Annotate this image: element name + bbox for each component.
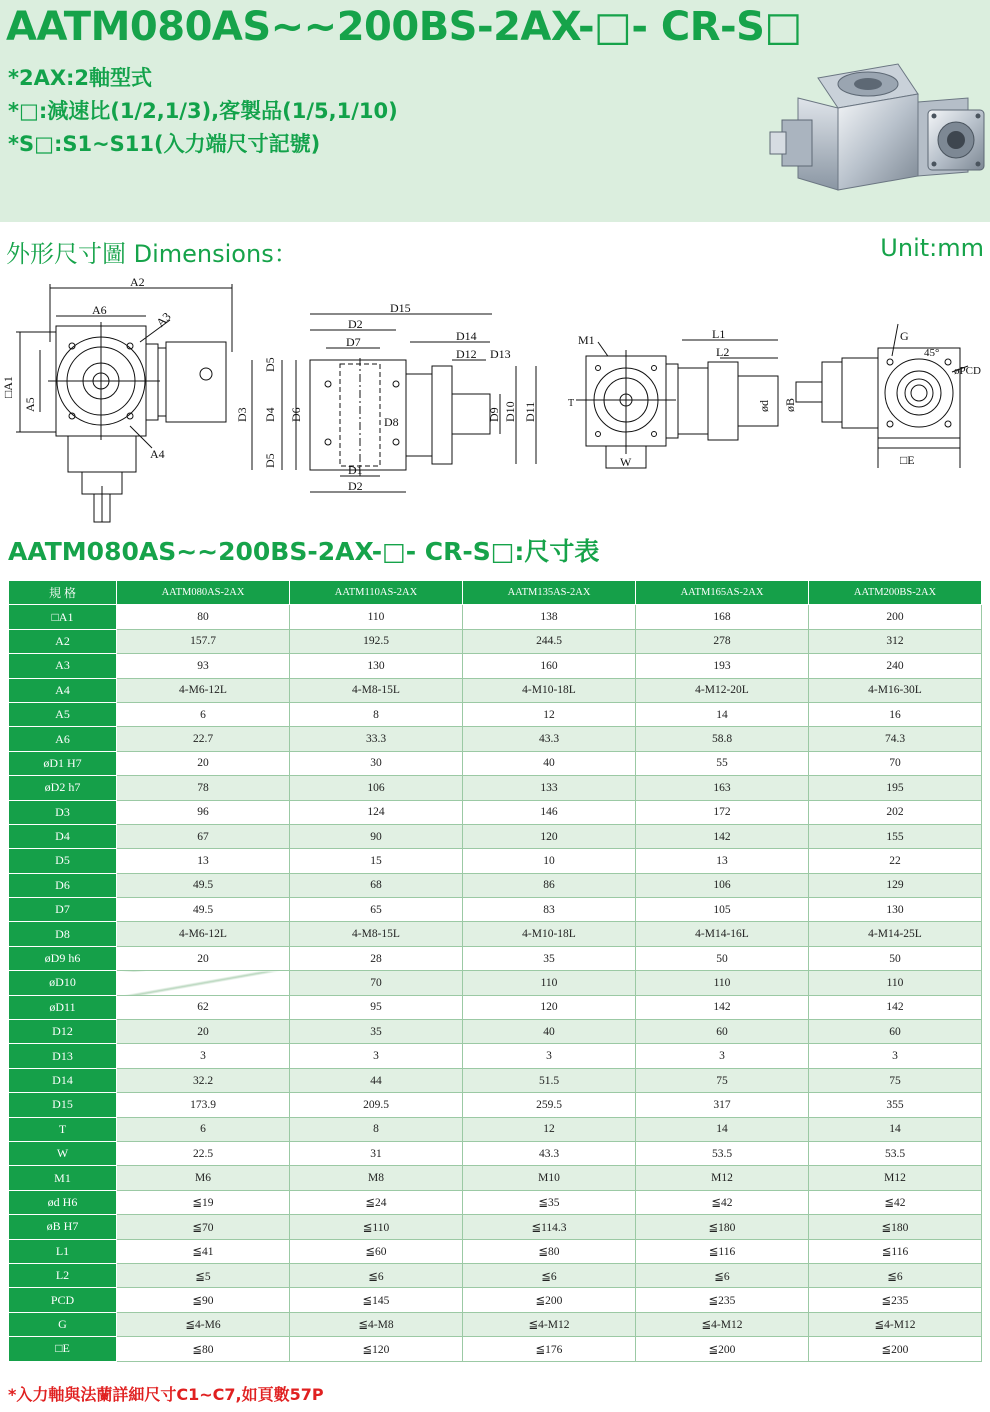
table-cell: 4-M12-20L xyxy=(636,678,809,702)
dim-label-a4: A4 xyxy=(150,447,165,461)
row-label: D15 xyxy=(9,1093,117,1117)
table-cell: 30 xyxy=(290,751,463,775)
table-cell: 129 xyxy=(809,873,982,897)
dim-label-d3: D3 xyxy=(235,407,249,422)
table-cell: 160 xyxy=(463,654,636,678)
dim-label-d13: D13 xyxy=(490,347,511,361)
dimension-drawings xyxy=(0,272,990,524)
row-label: W xyxy=(9,1141,117,1165)
table-cell: 192.5 xyxy=(290,629,463,653)
table-cell: 110 xyxy=(463,971,636,995)
table-cell: ≦4-M8 xyxy=(290,1312,463,1336)
gearbox-product-image xyxy=(768,58,990,208)
table-cell: M8 xyxy=(290,1166,463,1190)
table-cell: 93 xyxy=(117,654,290,678)
row-label: G xyxy=(9,1312,117,1336)
table-row xyxy=(9,605,982,629)
table-row xyxy=(9,1288,982,1312)
note-reduction-ratio: *□:減速比(1/2,1/3),客製品(1/5,1/10) xyxy=(8,99,398,123)
table-cell: 22.5 xyxy=(117,1141,290,1165)
table-cell: 14 xyxy=(636,1117,809,1141)
row-label: øD11 xyxy=(9,995,117,1019)
table-cell: 33.3 xyxy=(290,727,463,751)
table-row xyxy=(9,1020,982,1044)
table-cell: 53.5 xyxy=(809,1141,982,1165)
table-cell: 240 xyxy=(809,654,982,678)
dimensions-heading-bar xyxy=(0,232,990,268)
table-body xyxy=(9,605,982,1361)
row-label: D13 xyxy=(9,1044,117,1068)
table-cell: 40 xyxy=(463,751,636,775)
table-cell: ≦200 xyxy=(463,1288,636,1312)
table-cell: 168 xyxy=(636,605,809,629)
table-cell: 16 xyxy=(809,702,982,726)
table-cell: 32.2 xyxy=(117,1068,290,1092)
table-row xyxy=(9,800,982,824)
table-cell: 68 xyxy=(290,873,463,897)
dim-label-g: G xyxy=(900,329,909,343)
dim-label-d4: D4 xyxy=(263,407,277,422)
table-cell: 50 xyxy=(636,946,809,970)
table-cell: ≦80 xyxy=(463,1239,636,1263)
table-row xyxy=(9,1166,982,1190)
table-cell: 10 xyxy=(463,849,636,873)
table-cell: 20 xyxy=(117,946,290,970)
dim-label-d7: D7 xyxy=(346,335,361,349)
table-cell: 75 xyxy=(809,1068,982,1092)
dim-label-d8: D8 xyxy=(384,415,399,429)
dim-label-t: T xyxy=(568,398,575,409)
table-cell: ≦6 xyxy=(636,1263,809,1287)
table-cell: 4-M14-25L xyxy=(809,922,982,946)
table-cell: 75 xyxy=(636,1068,809,1092)
row-label: D4 xyxy=(9,824,117,848)
table-cell: 60 xyxy=(809,1020,982,1044)
table-row xyxy=(9,1337,982,1361)
table-cell: 70 xyxy=(809,751,982,775)
dim-label-a2: A2 xyxy=(130,275,145,289)
table-cell: 78 xyxy=(117,776,290,800)
table-cell: 4-M6-12L xyxy=(117,922,290,946)
table-row xyxy=(9,898,982,922)
table-cell xyxy=(117,971,290,995)
table-cell: ≦4-M6 xyxy=(117,1312,290,1336)
dim-label-d1: D1 xyxy=(348,463,363,477)
model-notes xyxy=(8,62,398,161)
table-cell: 3 xyxy=(117,1044,290,1068)
table-row xyxy=(9,702,982,726)
table-row xyxy=(9,1141,982,1165)
row-label: D5 xyxy=(9,849,117,873)
table-cell: 163 xyxy=(636,776,809,800)
table-row xyxy=(9,873,982,897)
table-cell: 22.7 xyxy=(117,727,290,751)
table-cell: 173.9 xyxy=(117,1093,290,1117)
table-cell: 90 xyxy=(290,824,463,848)
table-cell: 317 xyxy=(636,1093,809,1117)
table-cell: 209.5 xyxy=(290,1093,463,1117)
table-row xyxy=(9,1215,982,1239)
table-cell: M12 xyxy=(636,1166,809,1190)
note-axis-type: *2AX:2軸型式 xyxy=(8,66,153,90)
table-cell: 355 xyxy=(809,1093,982,1117)
table-cell: ≦19 xyxy=(117,1190,290,1214)
table-cell: 120 xyxy=(463,995,636,1019)
table-row xyxy=(9,1263,982,1287)
table-cell: 106 xyxy=(636,873,809,897)
dim-label-a1: □A1 xyxy=(1,376,15,398)
table-row xyxy=(9,1312,982,1336)
table-row xyxy=(9,629,982,653)
row-label: A3 xyxy=(9,654,117,678)
table-cell: 200 xyxy=(809,605,982,629)
table-cell: ≦5 xyxy=(117,1263,290,1287)
table-row xyxy=(9,1190,982,1214)
table-cell: 43.3 xyxy=(463,1141,636,1165)
table-cell: ≦6 xyxy=(809,1263,982,1287)
table-cell: M6 xyxy=(117,1166,290,1190)
table-cell: ≦116 xyxy=(636,1239,809,1263)
header-banner xyxy=(0,0,990,222)
dim-label-d6: D6 xyxy=(289,407,303,422)
table-cell: ≦60 xyxy=(290,1239,463,1263)
table-cell: 74.3 xyxy=(809,727,982,751)
row-label: M1 xyxy=(9,1166,117,1190)
table-cell: 202 xyxy=(809,800,982,824)
table-cell: 55 xyxy=(636,751,809,775)
table-cell: 193 xyxy=(636,654,809,678)
dimension-table xyxy=(8,580,982,1362)
table-cell: 4-M6-12L xyxy=(117,678,290,702)
table-cell: 86 xyxy=(463,873,636,897)
table-cell: ≦235 xyxy=(809,1288,982,1312)
table-row xyxy=(9,751,982,775)
row-label: PCD xyxy=(9,1288,117,1312)
flange-view-drawing xyxy=(796,324,981,468)
table-cell: 110 xyxy=(809,971,982,995)
table-cell: 4-M16-30L xyxy=(809,678,982,702)
table-cell: 35 xyxy=(290,1020,463,1044)
dim-label-d12: D12 xyxy=(456,347,477,361)
row-label: D14 xyxy=(9,1068,117,1092)
table-cell: 49.5 xyxy=(117,898,290,922)
table-cell: ≦90 xyxy=(117,1288,290,1312)
dim-label-m1: M1 xyxy=(578,333,595,347)
table-row xyxy=(9,995,982,1019)
table-cell: 67 xyxy=(117,824,290,848)
model-header: AATM165AS-2AX xyxy=(636,581,809,605)
table-cell: ≦180 xyxy=(636,1215,809,1239)
dim-label-a6: A6 xyxy=(92,303,107,317)
footnote: *入力軸與法蘭詳細尺寸C1~C7,如頁數57P xyxy=(8,1385,324,1404)
table-cell: 4-M8-15L xyxy=(290,678,463,702)
table-cell: 49.5 xyxy=(117,873,290,897)
table-cell: ≦42 xyxy=(809,1190,982,1214)
table-cell: 138 xyxy=(463,605,636,629)
note-input-size: *S□:S1~S11(入力端尺寸記號) xyxy=(8,132,321,156)
table-cell: 83 xyxy=(463,898,636,922)
table-cell: 12 xyxy=(463,1117,636,1141)
input-view-drawing xyxy=(568,327,797,469)
dim-label-l2: L2 xyxy=(716,345,730,359)
table-cell: 13 xyxy=(636,849,809,873)
table-cell: ≦4-M12 xyxy=(463,1312,636,1336)
table-cell: 20 xyxy=(117,1020,290,1044)
table-cell: 53.5 xyxy=(636,1141,809,1165)
table-row xyxy=(9,946,982,970)
row-label: øD1 H7 xyxy=(9,751,117,775)
table-cell: 80 xyxy=(117,605,290,629)
table-cell: 60 xyxy=(636,1020,809,1044)
row-label: L1 xyxy=(9,1239,117,1263)
table-row xyxy=(9,1068,982,1092)
row-label: øB H7 xyxy=(9,1215,117,1239)
dim-label-l1: L1 xyxy=(712,327,726,341)
table-cell: ≦145 xyxy=(290,1288,463,1312)
table-cell: ≦180 xyxy=(809,1215,982,1239)
table-cell: 31 xyxy=(290,1141,463,1165)
table-cell: ≦24 xyxy=(290,1190,463,1214)
row-label: A2 xyxy=(9,629,117,653)
row-label: □E xyxy=(9,1337,117,1361)
table-cell: 4-M8-15L xyxy=(290,922,463,946)
dim-label-d15: D15 xyxy=(390,301,411,315)
table-cell: 106 xyxy=(290,776,463,800)
row-label: A4 xyxy=(9,678,117,702)
table-cell: 15 xyxy=(290,849,463,873)
table-cell: 65 xyxy=(290,898,463,922)
dim-label-d5-bottom: D5 xyxy=(263,453,277,468)
table-row xyxy=(9,727,982,751)
table-cell: 20 xyxy=(117,751,290,775)
table-cell: 110 xyxy=(290,605,463,629)
table-cell: 130 xyxy=(809,898,982,922)
table-cell: ≦42 xyxy=(636,1190,809,1214)
table-cell: ≦116 xyxy=(809,1239,982,1263)
table-cell: 259.5 xyxy=(463,1093,636,1117)
table-cell: 105 xyxy=(636,898,809,922)
table-cell: M12 xyxy=(809,1166,982,1190)
dimensions-label: 外形尺寸圖 Dimensions： xyxy=(6,240,298,268)
dim-label-a5: A5 xyxy=(23,397,37,412)
table-cell: 62 xyxy=(117,995,290,1019)
table-cell: 3 xyxy=(636,1044,809,1068)
table-cell: 6 xyxy=(117,1117,290,1141)
table-cell: 4-M10-18L xyxy=(463,678,636,702)
dim-label-d9: D9 xyxy=(487,407,501,422)
table-cell: 14 xyxy=(809,1117,982,1141)
table-cell: ≦200 xyxy=(809,1337,982,1361)
model-header: AATM135AS-2AX xyxy=(463,581,636,605)
page-title: AATM080AS~~200BS-2AX-□- CR-S□ xyxy=(6,4,802,50)
dim-label-od: ød xyxy=(757,400,771,412)
table-title: AATM080AS~~200BS-2AX-□- CR-S□:尺寸表 xyxy=(8,537,600,566)
table-cell: 3 xyxy=(290,1044,463,1068)
row-label: øD10 xyxy=(9,971,117,995)
row-label: A5 xyxy=(9,702,117,726)
table-cell: ≦6 xyxy=(290,1263,463,1287)
table-cell: 155 xyxy=(809,824,982,848)
table-cell: ≦80 xyxy=(117,1337,290,1361)
front-view-drawing xyxy=(1,275,232,522)
table-cell: 12 xyxy=(463,702,636,726)
row-label: T xyxy=(9,1117,117,1141)
dim-label-w: W xyxy=(620,455,632,469)
table-cell: 96 xyxy=(117,800,290,824)
table-cell: ≦120 xyxy=(290,1337,463,1361)
table-cell: 58.8 xyxy=(636,727,809,751)
table-cell: 6 xyxy=(117,702,290,726)
dim-label-d2-bottom: D2 xyxy=(348,479,363,493)
table-cell: 278 xyxy=(636,629,809,653)
table-cell: 14 xyxy=(636,702,809,726)
table-cell: ≦114.3 xyxy=(463,1215,636,1239)
table-cell: M10 xyxy=(463,1166,636,1190)
table-cell: 8 xyxy=(290,702,463,726)
table-row xyxy=(9,1093,982,1117)
table-cell: 146 xyxy=(463,800,636,824)
table-row xyxy=(9,1239,982,1263)
table-cell: 195 xyxy=(809,776,982,800)
table-cell: ≦235 xyxy=(636,1288,809,1312)
table-cell: 40 xyxy=(463,1020,636,1044)
table-cell: 110 xyxy=(636,971,809,995)
dim-label-e: □E xyxy=(900,453,915,467)
table-row xyxy=(9,678,982,702)
table-cell: ≦200 xyxy=(636,1337,809,1361)
row-label: ød H6 xyxy=(9,1190,117,1214)
side-view-drawing xyxy=(235,301,537,493)
table-cell: 142 xyxy=(636,824,809,848)
table-cell: 51.5 xyxy=(463,1068,636,1092)
row-label: A6 xyxy=(9,727,117,751)
table-cell: 95 xyxy=(290,995,463,1019)
table-row xyxy=(9,1044,982,1068)
dim-label-45deg: 45° xyxy=(924,347,940,359)
table-row xyxy=(9,776,982,800)
table-row xyxy=(9,849,982,873)
table-cell: 172 xyxy=(636,800,809,824)
table-cell: ≦6 xyxy=(463,1263,636,1287)
table-cell: 28 xyxy=(290,946,463,970)
table-row xyxy=(9,922,982,946)
table-cell: ≦4-M12 xyxy=(809,1312,982,1336)
dim-label-ob: øB xyxy=(783,397,797,412)
table-cell: ≦110 xyxy=(290,1215,463,1239)
table-cell: ≦41 xyxy=(117,1239,290,1263)
table-cell: 142 xyxy=(636,995,809,1019)
model-header: AATM110AS-2AX xyxy=(290,581,463,605)
dim-label-opcd: øPCD xyxy=(954,365,981,377)
row-label: D8 xyxy=(9,922,117,946)
table-cell: 157.7 xyxy=(117,629,290,653)
table-cell: 44 xyxy=(290,1068,463,1092)
dim-label-d10: D10 xyxy=(503,401,517,422)
dim-label-d2-top: D2 xyxy=(348,317,363,331)
row-label: øD9 h6 xyxy=(9,946,117,970)
dim-label-d11: D11 xyxy=(523,401,537,422)
table-cell: 4-M14-16L xyxy=(636,922,809,946)
table-cell: 22 xyxy=(809,849,982,873)
row-label: øD2 h7 xyxy=(9,776,117,800)
row-label: L2 xyxy=(9,1263,117,1287)
table-row xyxy=(9,654,982,678)
table-cell: 244.5 xyxy=(463,629,636,653)
table-cell: 8 xyxy=(290,1117,463,1141)
spec-header-label: 規 格 xyxy=(9,581,117,605)
table-cell: 142 xyxy=(809,995,982,1019)
table-header-row xyxy=(9,581,982,605)
table-cell: 13 xyxy=(117,849,290,873)
table-row xyxy=(9,824,982,848)
table-cell: 3 xyxy=(463,1044,636,1068)
table-cell: ≦4-M12 xyxy=(636,1312,809,1336)
model-header: AATM200BS-2AX xyxy=(809,581,982,605)
table-row xyxy=(9,971,982,995)
unit-label: Unit:mm xyxy=(880,234,984,262)
model-header: AATM080AS-2AX xyxy=(117,581,290,605)
table-cell: 124 xyxy=(290,800,463,824)
dim-label-a3: A3 xyxy=(153,309,174,330)
row-label: D3 xyxy=(9,800,117,824)
table-cell: 120 xyxy=(463,824,636,848)
table-cell: ≦35 xyxy=(463,1190,636,1214)
table-cell: 133 xyxy=(463,776,636,800)
row-label: D6 xyxy=(9,873,117,897)
table-cell: 43.3 xyxy=(463,727,636,751)
table-cell: 4-M10-18L xyxy=(463,922,636,946)
table-cell: 35 xyxy=(463,946,636,970)
table-cell: 70 xyxy=(290,971,463,995)
table-row xyxy=(9,1117,982,1141)
row-label: D12 xyxy=(9,1020,117,1044)
table-cell: 312 xyxy=(809,629,982,653)
row-label: D7 xyxy=(9,898,117,922)
dim-label-d5-top: D5 xyxy=(263,357,277,372)
table-cell: 50 xyxy=(809,946,982,970)
table-cell: 130 xyxy=(290,654,463,678)
row-label: □A1 xyxy=(9,605,117,629)
table-cell: ≦176 xyxy=(463,1337,636,1361)
dim-label-d14: D14 xyxy=(456,329,477,343)
table-cell: ≦70 xyxy=(117,1215,290,1239)
table-cell: 3 xyxy=(809,1044,982,1068)
